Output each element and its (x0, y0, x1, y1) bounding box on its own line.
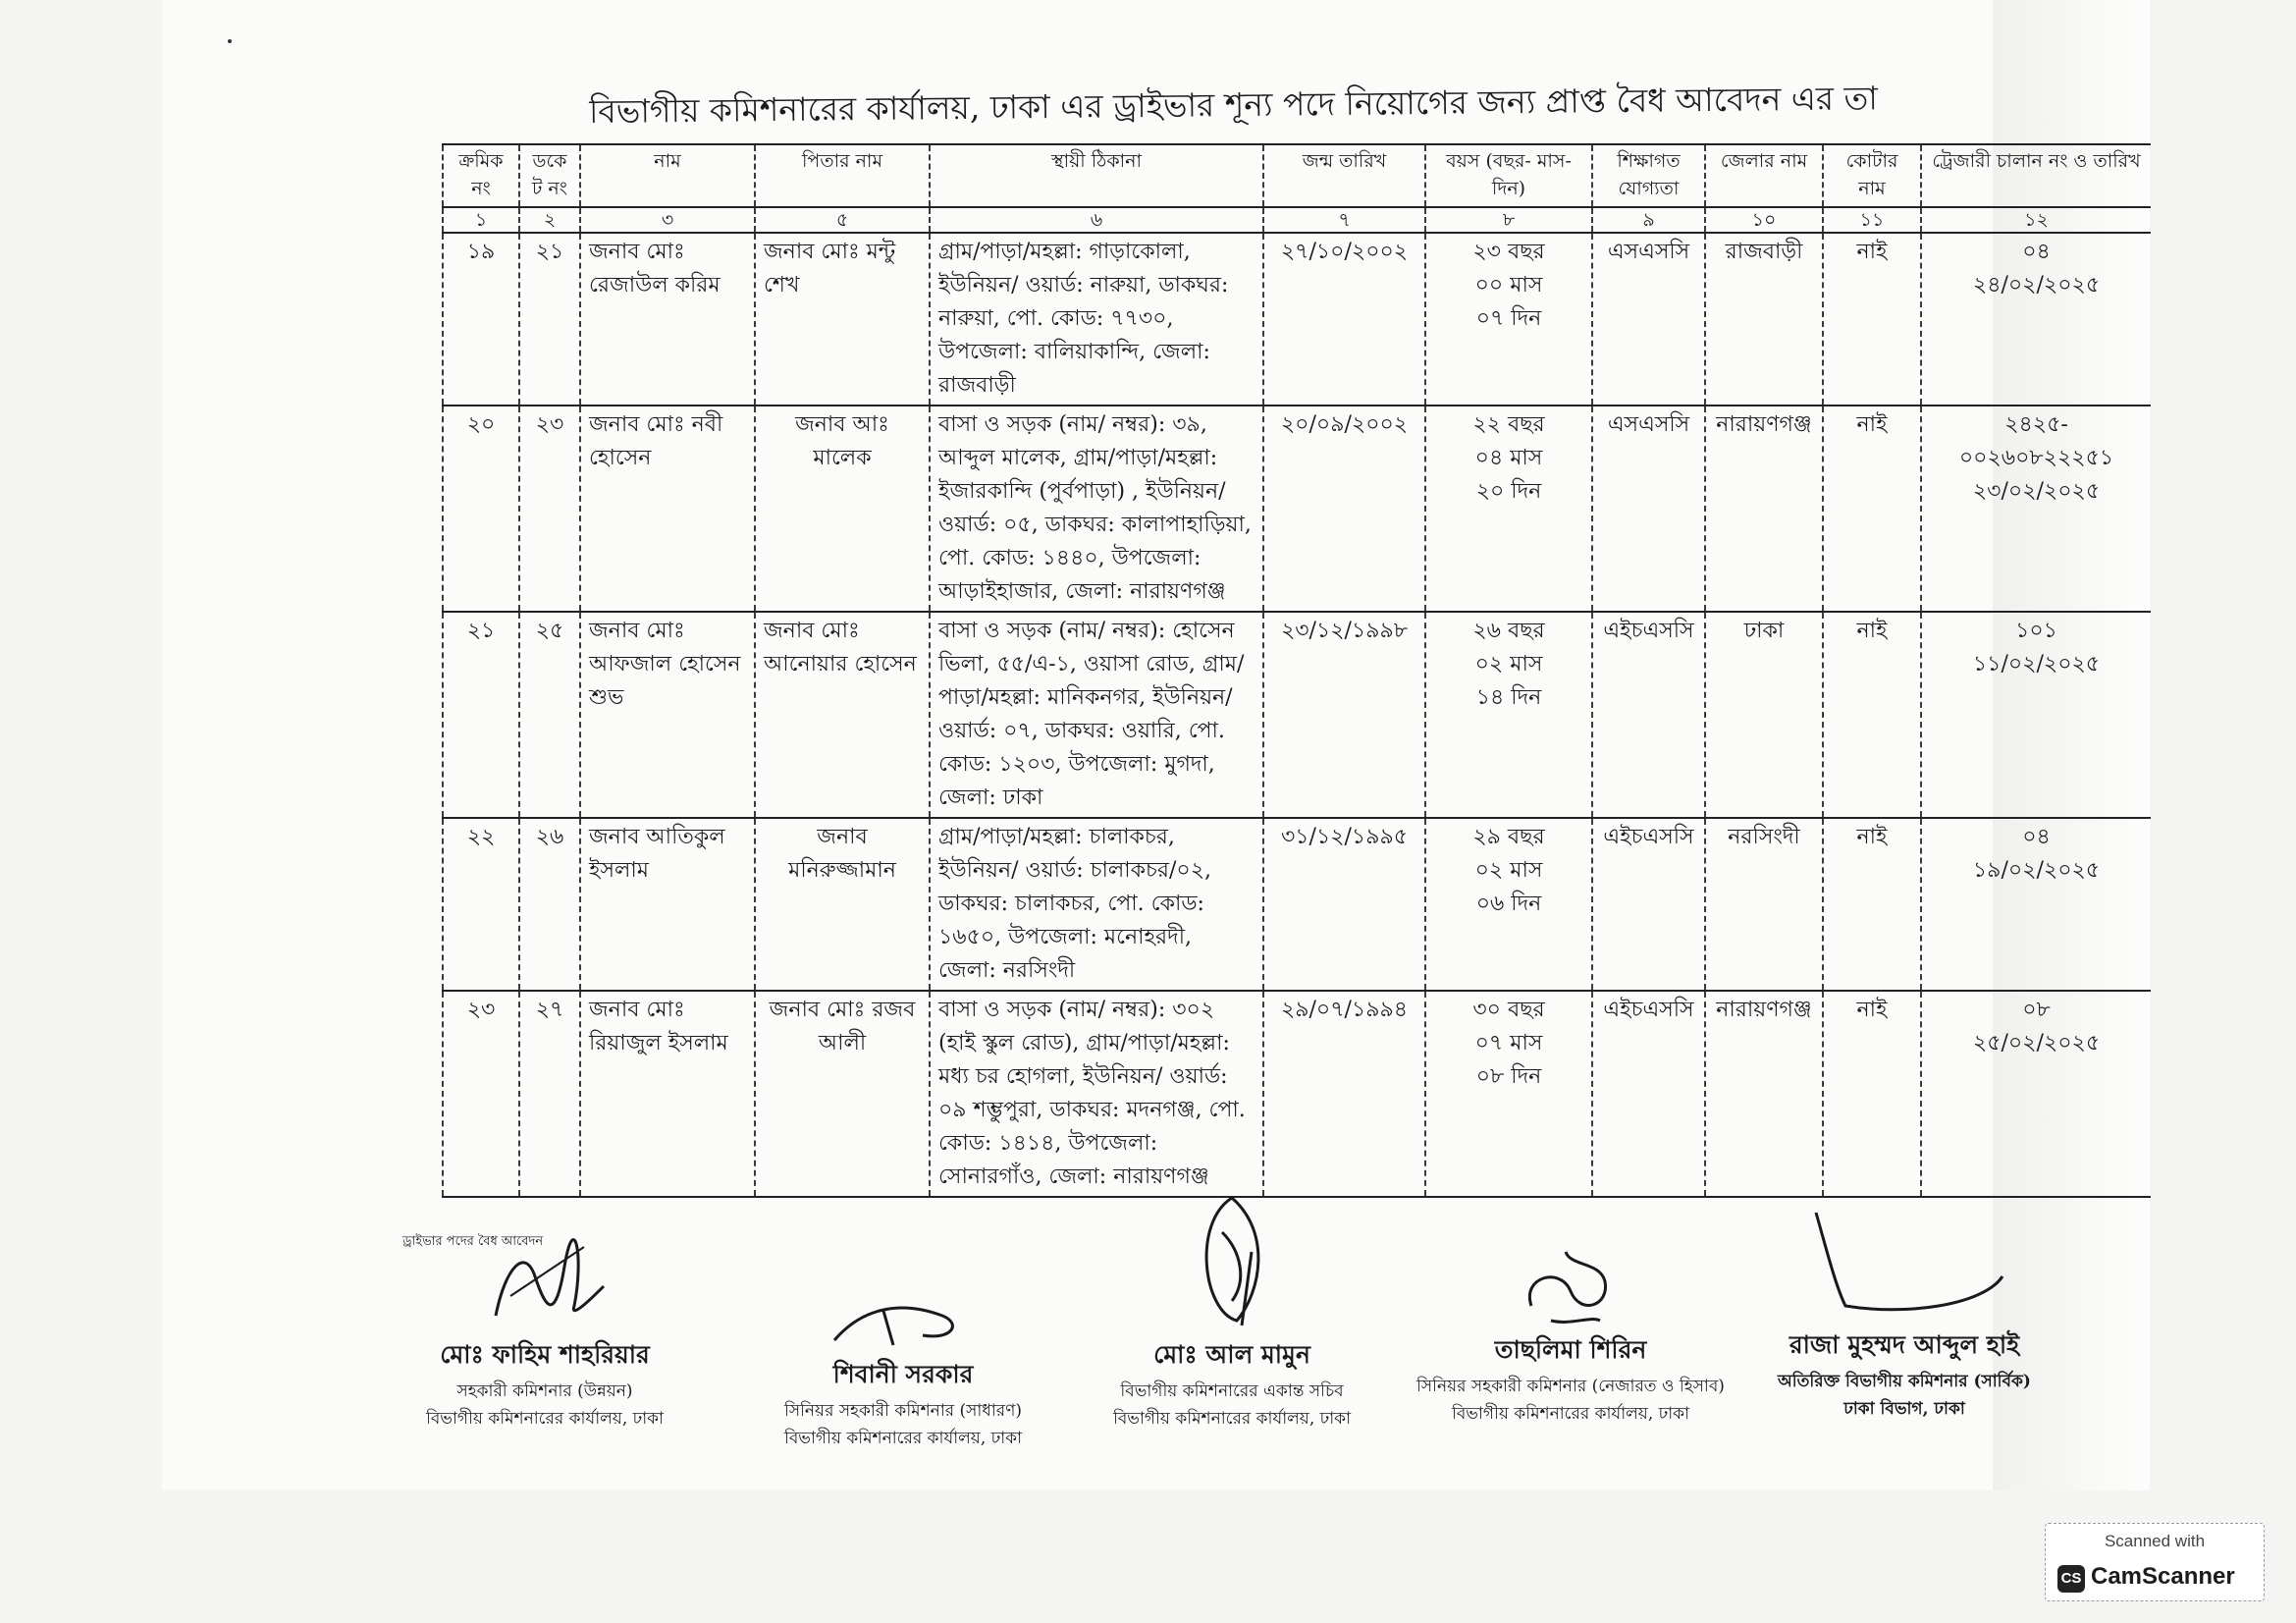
age-cell (1425, 612, 1592, 818)
col-number: ১২ (1921, 207, 2151, 233)
challan-no: ০৪ (2022, 240, 2051, 264)
quota-cell: নাই (1823, 818, 1921, 991)
challan-date: ২৩/০২/২০২৫ (1972, 479, 2101, 504)
quota-cell: নাই (1823, 233, 1921, 406)
signer-name: মোঃ আল মামুন (1153, 1340, 1310, 1369)
col-number: ৬ (930, 207, 1263, 233)
age-years: ২৯ বছর (1472, 825, 1545, 849)
docket-cell: ২৭ (519, 991, 580, 1197)
challan-date: ২৫/০২/২০২৫ (1972, 1031, 2101, 1055)
col-number: ৫ (755, 207, 930, 233)
serial-cell: ২০ (443, 406, 519, 612)
age-cell (1425, 991, 1592, 1197)
signer-title: বিভাগীয় কমিশনারের একান্ত সচিব (1120, 1381, 1344, 1401)
age-years: ২৩ বছর (1472, 240, 1545, 264)
handwritten-signature (1787, 1208, 2022, 1325)
age-days: ০৮ দিন (1475, 1064, 1542, 1089)
signer-title: সহকারী কমিশনার (উন্নয়ন) (456, 1381, 633, 1401)
dob-cell: ২৭/১০/২০০২ (1263, 233, 1425, 406)
signer-name: শিবানী সরকার (832, 1360, 974, 1388)
table-row (443, 818, 2151, 991)
col-number: ৭ (1263, 207, 1425, 233)
watermark-brand: CamScanner (2091, 1563, 2235, 1590)
challan-cell (1921, 612, 2151, 818)
signer-title: সিনিয়র সহকারী কমিশনার (সাধারণ) (783, 1401, 1023, 1421)
age-months: ০৭ মাস (1474, 1031, 1543, 1055)
signer-office: বিভাগীয় কমিশনারের কার্যালয়, ঢাকা (425, 1409, 665, 1429)
col-header: স্থায়ী ঠিকানা (930, 144, 1263, 207)
challan-cell (1921, 233, 2151, 406)
age-cell (1425, 818, 1592, 991)
father-cell: জনাব আঃ মালেক (755, 406, 930, 612)
dob-cell: ২৩/১২/১৯৯৮ (1263, 612, 1425, 818)
challan-cell (1921, 991, 2151, 1197)
father-cell: জনাব মোঃ রজব আলী (755, 991, 930, 1197)
father-cell: জনাব মোঃ মন্টু শেখ (755, 233, 930, 406)
age-months: ০২ মাস (1474, 652, 1543, 676)
name-cell: জনাব মোঃ আফজাল হোসেন শুভ (580, 612, 755, 818)
age-years: ২২ বছর (1472, 412, 1545, 437)
col-number: ২ (519, 207, 580, 233)
col-header: ডকেট নং (519, 144, 580, 207)
handwritten-signature (825, 1296, 982, 1355)
signer-office: বিভাগীয় কমিশনারের কার্যালয়, ঢাকা (783, 1429, 1023, 1448)
table-row (443, 233, 2151, 406)
challan-date: ১৯/০২/২০২৫ (1972, 858, 2101, 883)
education-cell: এইচএসসি (1592, 818, 1705, 991)
serial-cell: ২২ (443, 818, 519, 991)
signature-block (1409, 1247, 1733, 1428)
col-header: জন্ম তারিখ (1263, 144, 1425, 207)
handwritten-signature (466, 1227, 623, 1335)
age-months: ০২ মাস (1474, 858, 1543, 883)
signer-name: তাছলিমা শিরিন (1494, 1335, 1647, 1364)
header-row (443, 144, 2151, 207)
signature-block (398, 1227, 692, 1433)
table-row (443, 612, 2151, 818)
table-row (443, 406, 2151, 612)
col-header: ক্রমিক নং (443, 144, 519, 207)
name-cell: জনাব মোঃ রেজাউল করিম (580, 233, 755, 406)
speck (228, 39, 232, 43)
signer-office: ঢাকা বিভাগ, ঢাকা (1843, 1399, 1965, 1419)
docket-cell: ২৩ (519, 406, 580, 612)
quota-cell: নাই (1823, 406, 1921, 612)
father-cell: জনাব মনিরুজ্জামান (755, 818, 930, 991)
signer-title: অতিরিক্ত বিভাগীয় কমিশনার (সার্বিক) (1778, 1372, 2031, 1391)
age-cell (1425, 406, 1592, 612)
document-title: বিভাগীয় কমিশনারের কার্যালয়, ঢাকা এর ড্রাইভার শূন্য পদে নিয়োগের জন্য প্রাপ্ত বৈধ আবেদন এর তা (588, 79, 1879, 131)
col-header: কোটার নাম (1823, 144, 1921, 207)
docket-cell: ২১ (519, 233, 580, 406)
address-cell: বাসা ও সড়ক (নাম/ নম্বর): হোসেন ভিলা, ৫৫/এ-১, ওয়াসা রোড, গ্রাম/পাড়া/মহল্লা: মানিকনগর, ইউনিয়ন/ ওয়ার্ড: ০৭, ডাকঘর: ওয়ারি, পো. কোড: ১২০৩, উপজেলা: মুগদা, জেলা: ঢাকা (930, 612, 1263, 818)
camscanner-logo-icon: CS (2057, 1565, 2085, 1593)
address-cell: বাসা ও সড়ক (নাম/ নম্বর): ৩৯, আব্দুল মালেক, গ্রাম/পাড়া/মহল্লা: ইজারকান্দি (পুর্বপাড়া) , ইউনিয়ন/ ওয়ার্ড: ০৫, ডাকঘর: কালাপাহাড়িয়া, পো. কোড: ১৪৪০, উপজেলা: আড়াইহাজার, জেলা: নারায়ণগঞ্জ (930, 406, 1263, 612)
challan-date: ১১/০২/২০২৫ (1972, 652, 2101, 676)
quota-cell: নাই (1823, 991, 1921, 1197)
col-header: জেলার নাম (1705, 144, 1823, 207)
signer-office: বিভাগীয় কমিশনারের কার্যালয়, ঢাকা (1112, 1409, 1352, 1429)
age-months: ০৪ মাস (1474, 446, 1543, 470)
district-cell: নরসিংদী (1705, 818, 1823, 991)
signer-name: রাজা মুহম্মদ আব্দুল হাই (1789, 1330, 2020, 1359)
education-cell: এসএসসি (1592, 233, 1705, 406)
handwritten-signature (1512, 1247, 1629, 1330)
age-months: ০০ মাস (1474, 273, 1543, 298)
serial-cell: ১৯ (443, 233, 519, 406)
dob-cell: ২০/০৯/২০০২ (1263, 406, 1425, 612)
dob-cell: ৩১/১২/১৯৯৫ (1263, 818, 1425, 991)
serial-cell: ২১ (443, 612, 519, 818)
address-cell: গ্রাম/পাড়া/মহল্লা: গাড়াকোলা, ইউনিয়ন/ ওয়ার্ড: নারুয়া, ডাকঘর: নারুয়া, পো. কোড: ৭৭৩০, উপজেলা: বালিয়াকান্দি, জেলা: রাজবাড়ী (930, 233, 1263, 406)
col-number: ১০ (1705, 207, 1823, 233)
signature-intro: ড্রাইভার পদের বৈধ আবেদন (402, 1234, 544, 1249)
education-cell: এইচএসসি (1592, 991, 1705, 1197)
signer-name: মোঃ ফাহিম শাহরিয়ার (440, 1340, 650, 1369)
name-cell: জনাব মোঃ রিয়াজুল ইসলাম (580, 991, 755, 1197)
col-number: ৮ (1425, 207, 1592, 233)
address-cell: গ্রাম/পাড়া/মহল্লা: চালাকচর, ইউনিয়ন/ ওয়ার্ড: চালাকচর/০২, ডাকঘর: চালাকচর, পো. কোড: ১৬৫০, উপজেলা: মনোহরদী, জেলা: নরসিংদী (930, 818, 1263, 991)
challan-no: ০৪ (2022, 825, 2051, 849)
watermark-caption: Scanned with (2104, 1532, 2206, 1550)
camscanner-watermark (2045, 1523, 2265, 1601)
district-cell: রাজবাড়ী (1705, 233, 1823, 406)
district-cell: ঢাকা (1705, 612, 1823, 818)
education-cell: এইচএসসি (1592, 612, 1705, 818)
col-header: ট্রেজারী চালান নং ও তারিখ (1921, 144, 2151, 207)
age-days: ০৭ দিন (1475, 306, 1542, 331)
challan-cell (1921, 818, 2151, 991)
col-number: ১ (443, 207, 519, 233)
education-cell: এসএসসি (1592, 406, 1705, 612)
docket-cell: ২৬ (519, 818, 580, 991)
table-row (443, 991, 2151, 1197)
age-years: ২৬ বছর (1472, 619, 1545, 643)
col-header: পিতার নাম (755, 144, 930, 207)
col-number: ৯ (1592, 207, 1705, 233)
col-header: বয়স (বছর- মাস- দিন) (1425, 144, 1592, 207)
challan-no: ০৮ (2022, 998, 2051, 1022)
age-cell (1425, 233, 1592, 406)
signature-block (1085, 1193, 1379, 1433)
col-header: শিক্ষাগত যোগ্যতা (1592, 144, 1705, 207)
challan-no: ২৪২৫- ০০২৬০৮২২২৫১ (1958, 412, 2114, 470)
col-header: নাম (580, 144, 755, 207)
col-number: ১১ (1823, 207, 1921, 233)
dob-cell: ২৯/০৭/১৯৯৪ (1263, 991, 1425, 1197)
signature-block (1752, 1208, 2056, 1423)
handwritten-signature (1153, 1193, 1310, 1335)
name-cell: জনাব মোঃ নবী হোসেন (580, 406, 755, 612)
age-days: ২০ দিন (1475, 479, 1542, 504)
serial-cell: ২৩ (443, 991, 519, 1197)
challan-date: ২৪/০২/২০২৫ (1972, 273, 2101, 298)
address-cell: বাসা ও সড়ক (নাম/ নম্বর): ৩০২ (হাই স্কুল রোড), গ্রাম/পাড়া/মহল্লা: মধ্য চর হোগলা, ইউনিয়ন/ ওয়ার্ড: ০৯ শম্ভুপুরা, ডাকঘর: মদনগঞ্জ, পো. কোড: ১৪১৪, উপজেলা: সোনারগাঁও, জেলা: নারায়ণগঞ্জ (930, 991, 1263, 1197)
col-number: ৩ (580, 207, 755, 233)
signer-office: বিভাগীয় কমিশনারের কার্যালয়, ঢাকা (1451, 1404, 1690, 1424)
age-days: ১৪ দিন (1475, 685, 1542, 710)
name-cell: জনাব আতিকুল ইসলাম (580, 818, 755, 991)
applicant-table (442, 143, 2151, 1198)
docket-cell: ২৫ (519, 612, 580, 818)
signer-title: সিনিয়র সহকারী কমিশনার (নেজারত ও হিসাব) (1416, 1377, 1725, 1396)
district-cell: নারায়ণগঞ্জ (1705, 991, 1823, 1197)
quota-cell: নাই (1823, 612, 1921, 818)
district-cell: নারায়ণগঞ্জ (1705, 406, 1823, 612)
challan-cell (1921, 406, 2151, 612)
challan-no: ১০১ (2015, 619, 2057, 643)
age-years: ৩০ বছর (1472, 998, 1545, 1022)
column-number-row (443, 207, 2151, 233)
father-cell: জনাব মোঃ আনোয়ার হোসেন (755, 612, 930, 818)
age-days: ০৬ দিন (1475, 892, 1542, 916)
signature-block (746, 1296, 1060, 1452)
